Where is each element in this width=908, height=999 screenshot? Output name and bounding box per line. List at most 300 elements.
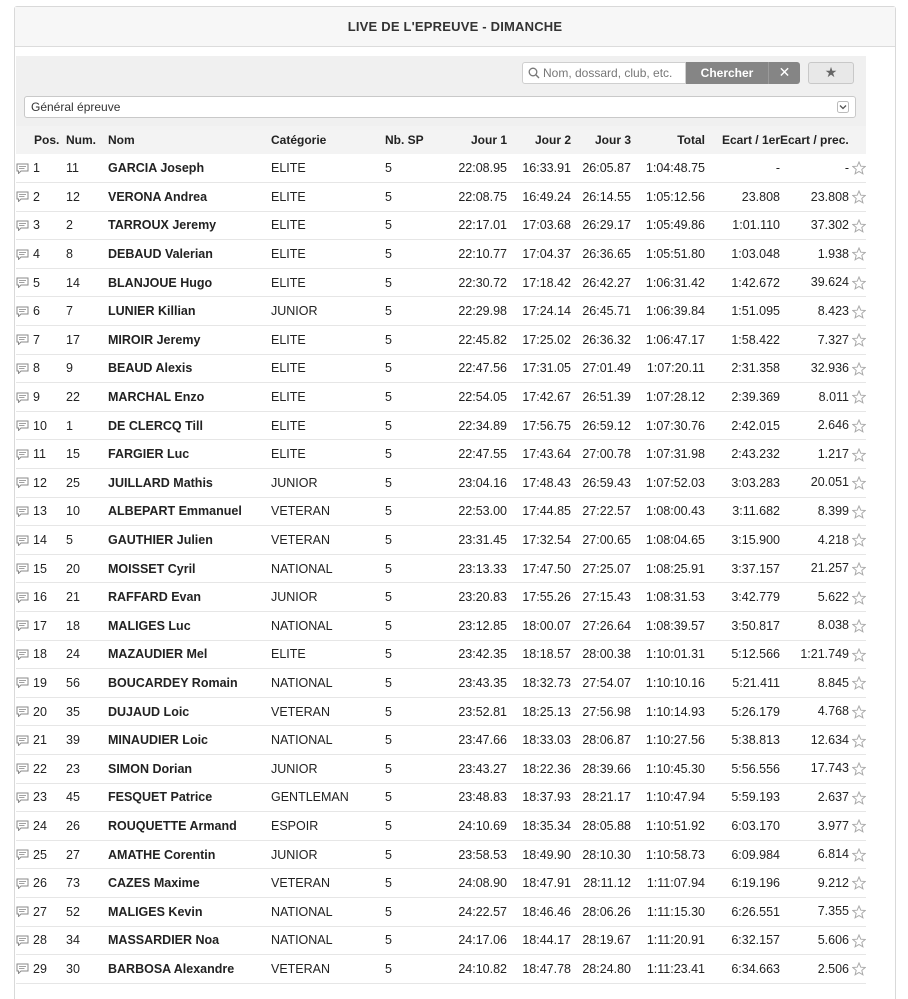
gap-prev: 5.606 — [817, 932, 849, 947]
rider-name[interactable]: MALIGES Luc — [108, 618, 191, 633]
day1-time: 22:30.72 — [458, 275, 507, 290]
gap-first: 1:03.048 — [731, 247, 780, 262]
total-time: 1:10:45.30 — [645, 761, 705, 776]
table-row[interactable] — [16, 897, 866, 926]
table-row[interactable] — [16, 354, 866, 383]
day1-time: 24:17.06 — [458, 933, 507, 948]
rider-name[interactable]: DEBAUD Valerian — [108, 247, 213, 262]
star-icon[interactable] — [852, 305, 866, 319]
special-count: 5 — [385, 418, 392, 433]
day3-time: 28:19.67 — [582, 933, 631, 948]
star-icon[interactable] — [852, 876, 866, 890]
rider-name[interactable]: AMATHE Corentin — [108, 847, 216, 862]
total-time: 1:06:47.17 — [645, 332, 705, 347]
rider-name[interactable]: ALBEPART Emmanuel — [108, 504, 242, 519]
position: 13 — [33, 504, 47, 519]
table-row[interactable] — [16, 554, 866, 583]
rider-name[interactable]: MASSARDIER Noa — [108, 933, 220, 948]
star-icon[interactable] — [852, 362, 866, 376]
table-row[interactable] — [16, 469, 866, 498]
gap-first: 3:50.817 — [731, 618, 780, 633]
total-time: 1:05:12.56 — [645, 189, 705, 204]
category: ELITE — [271, 161, 306, 176]
comment-icon[interactable] — [16, 935, 29, 946]
col-name[interactable]: Nom — [108, 133, 135, 147]
special-count: 5 — [385, 704, 392, 719]
col-category[interactable]: Catégorie — [271, 133, 327, 147]
star-icon[interactable] — [852, 276, 866, 290]
bib-number: 34 — [66, 933, 80, 948]
day1-time: 24:10.69 — [458, 818, 507, 833]
rider-name[interactable]: BEAUD Alexis — [108, 361, 193, 376]
day1-time: 23:31.45 — [458, 533, 507, 548]
comment-icon[interactable] — [16, 506, 29, 517]
comment-icon[interactable] — [16, 449, 29, 460]
gap-prev: 7.327 — [817, 332, 849, 347]
gap-prev: 17.743 — [810, 761, 849, 776]
day3-time: 28:00.38 — [582, 647, 631, 662]
total-time: 1:07:28.12 — [645, 390, 705, 405]
total-time: 1:08:04.65 — [645, 533, 705, 548]
search-button[interactable]: Chercher — [686, 62, 768, 84]
category: NATIONAL — [271, 733, 333, 748]
bib-number: 1 — [66, 418, 73, 433]
total-time: 1:05:51.80 — [645, 247, 705, 262]
table-row[interactable] — [16, 497, 866, 526]
table-row[interactable] — [16, 440, 866, 469]
day1-time: 23:48.83 — [458, 790, 507, 805]
gap-first: 5:21.411 — [732, 675, 780, 690]
comment-icon[interactable] — [16, 306, 29, 317]
day2-time: 18:37.93 — [522, 790, 571, 805]
table-row[interactable] — [16, 154, 866, 183]
rider-name[interactable]: MALIGES Kevin — [108, 904, 203, 919]
special-count: 5 — [385, 189, 392, 204]
category: VETERAN — [271, 504, 331, 519]
bib-number: 27 — [66, 847, 80, 862]
comment-icon[interactable] — [16, 677, 29, 688]
total-time: 1:10:47.94 — [645, 790, 705, 805]
gap-prev: 5.622 — [817, 589, 849, 604]
table-row[interactable] — [16, 211, 866, 240]
table-row[interactable] — [16, 754, 866, 783]
comment-icon[interactable] — [16, 477, 29, 488]
day2-time: 17:25.02 — [522, 332, 571, 347]
table-row[interactable] — [16, 869, 866, 898]
category: GENTLEMAN — [271, 790, 349, 805]
rider-name[interactable]: ROUQUETTE Armand — [108, 818, 237, 833]
position: 1 — [33, 161, 40, 176]
table-row[interactable] — [16, 840, 866, 869]
total-time: 1:08:00.43 — [645, 504, 705, 519]
comment-icon[interactable] — [16, 906, 29, 917]
day3-time: 26:42.27 — [582, 275, 631, 290]
star-icon[interactable] — [852, 819, 866, 833]
rider-name[interactable]: BOUCARDEY Romain — [108, 675, 238, 690]
day2-time: 17:04.37 — [522, 247, 571, 262]
category: NATIONAL — [271, 933, 333, 948]
gap-first: 6:03.170 — [731, 818, 780, 833]
star-icon[interactable] — [852, 934, 866, 948]
day1-time: 23:47.66 — [458, 733, 507, 748]
day3-time: 27:00.78 — [582, 447, 631, 462]
col-gap-first[interactable]: Ecart / 1er — [721, 133, 780, 147]
position: 7 — [33, 332, 40, 347]
ranking-select[interactable] — [24, 96, 856, 118]
gap-prev: 1:21.749 — [800, 647, 849, 662]
star-icon[interactable] — [852, 505, 866, 519]
comment-icon[interactable] — [16, 592, 29, 603]
position: 25 — [33, 847, 47, 862]
total-time: 1:06:31.42 — [645, 275, 705, 290]
table-row[interactable] — [16, 955, 866, 984]
day2-time: 17:55.26 — [522, 590, 571, 605]
gap-prev: 23.808 — [810, 189, 849, 204]
bib-number: 21 — [66, 590, 80, 605]
comment-icon[interactable] — [16, 563, 29, 574]
special-count: 5 — [385, 818, 392, 833]
rider-name[interactable]: MOISSET Cyril — [108, 561, 196, 576]
star-icon[interactable] — [852, 676, 866, 690]
table-row[interactable] — [16, 926, 866, 955]
category: JUNIOR — [271, 847, 318, 862]
star-icon[interactable] — [852, 190, 866, 204]
comment-icon[interactable] — [16, 963, 29, 974]
star-icon[interactable] — [852, 648, 866, 662]
table-row[interactable] — [16, 526, 866, 555]
rider-name[interactable]: TARROUX Jeremy — [108, 218, 217, 233]
gap-prev: 8.038 — [817, 618, 849, 633]
gap-prev: 2.637 — [817, 790, 849, 804]
rider-name[interactable]: VERONA Andrea — [108, 189, 208, 204]
day3-time: 28:11.12 — [583, 876, 631, 891]
comment-icon[interactable] — [16, 706, 29, 717]
col-total[interactable]: Total — [677, 133, 705, 147]
rider-name[interactable]: MAZAUDIER Mel — [108, 647, 208, 662]
table-row[interactable] — [16, 383, 866, 412]
star-icon[interactable] — [852, 419, 866, 433]
position: 22 — [33, 761, 47, 776]
day2-time: 17:44.85 — [522, 504, 571, 519]
category: ELITE — [271, 418, 306, 433]
gap-prev: 1.217 — [817, 446, 849, 461]
comment-icon[interactable] — [16, 277, 29, 288]
comment-icon[interactable] — [16, 220, 29, 231]
gap-first: 2:31.358 — [731, 361, 780, 376]
position: 12 — [33, 475, 47, 490]
position: 23 — [33, 790, 47, 805]
table-row[interactable] — [16, 783, 866, 812]
day2-time: 18:44.17 — [522, 933, 571, 948]
category: ELITE — [271, 189, 306, 204]
chevron-down-icon — [837, 101, 849, 113]
col-day2[interactable]: Jour 2 — [534, 133, 571, 147]
clear-search-button[interactable]: ✕ — [768, 62, 800, 84]
star-icon[interactable] — [852, 390, 866, 404]
category: NATIONAL — [271, 675, 333, 690]
table-row[interactable] — [16, 726, 866, 755]
bib-number: 56 — [66, 675, 80, 690]
table-row[interactable] — [16, 640, 866, 669]
table-row[interactable] — [16, 326, 866, 355]
filter-row — [16, 90, 866, 126]
day2-time: 18:49.90 — [522, 847, 571, 862]
category: JUNIOR — [271, 761, 318, 776]
gap-prev: 8.423 — [817, 303, 849, 318]
star-icon[interactable] — [852, 333, 866, 347]
day3-time: 27:56.98 — [582, 704, 631, 719]
gap-prev: 7.355 — [817, 904, 849, 919]
rider-name[interactable]: MARCHAL Enzo — [108, 390, 205, 405]
day1-time: 23:43.35 — [458, 675, 507, 690]
category: ELITE — [271, 247, 306, 262]
gap-first: 23.808 — [741, 189, 780, 204]
gap-first: 3:42.779 — [731, 590, 780, 605]
day1-time: 23:20.83 — [458, 590, 507, 605]
rider-name[interactable]: MIROIR Jeremy — [108, 332, 201, 347]
search-toolbar — [16, 56, 866, 90]
table-row[interactable] — [16, 411, 866, 440]
day3-time: 26:45.71 — [582, 304, 631, 319]
category: NATIONAL — [271, 904, 333, 919]
star-icon[interactable] — [852, 762, 866, 776]
col-pos[interactable]: Pos. — [34, 133, 60, 147]
special-count: 5 — [385, 304, 392, 319]
day2-time: 18:35.34 — [522, 818, 571, 833]
category: JUNIOR — [271, 475, 318, 490]
rider-name[interactable]: GARCIA Joseph — [108, 161, 205, 176]
bib-number: 23 — [66, 761, 80, 776]
rider-name[interactable]: GAUTHIER Julien — [108, 533, 213, 548]
day3-time: 26:05.87 — [582, 161, 631, 176]
day1-time: 22:45.82 — [458, 332, 507, 347]
special-count: 5 — [385, 561, 392, 576]
comment-icon[interactable] — [16, 878, 29, 889]
position: 19 — [33, 675, 47, 690]
table-row[interactable] — [16, 612, 866, 641]
day1-time: 23:12.85 — [458, 618, 507, 633]
special-count: 5 — [385, 475, 392, 490]
day1-time: 22:17.01 — [458, 218, 507, 233]
gap-first: 6:19.196 — [731, 876, 780, 891]
results-table — [16, 126, 866, 984]
rider-name[interactable]: DUJAUD Loic — [108, 704, 190, 719]
comment-icon[interactable] — [16, 620, 29, 631]
special-count: 5 — [385, 647, 392, 662]
table-row[interactable] — [16, 297, 866, 326]
comment-icon[interactable] — [16, 191, 29, 202]
star-icon[interactable] — [852, 219, 866, 233]
star-icon[interactable] — [852, 619, 866, 633]
gap-first: 3:15.900 — [731, 533, 780, 548]
comment-icon[interactable] — [16, 820, 29, 831]
category: ELITE — [271, 647, 306, 662]
total-time: 1:07:20.11 — [646, 361, 705, 376]
col-day1[interactable]: Jour 1 — [470, 133, 507, 147]
day2-time: 17:03.68 — [522, 218, 571, 233]
special-count: 5 — [385, 533, 392, 548]
gap-prev: 4.768 — [817, 704, 849, 719]
rider-name[interactable]: FARGIER Luc — [108, 447, 190, 462]
star-icon[interactable] — [852, 734, 866, 748]
special-count: 5 — [385, 247, 392, 262]
gap-prev: 37.302 — [810, 218, 849, 233]
special-count: 5 — [385, 390, 392, 405]
gap-prev: 9.212 — [817, 875, 849, 890]
star-icon[interactable] — [852, 705, 866, 719]
comment-icon[interactable] — [16, 735, 29, 746]
table-row[interactable] — [16, 240, 866, 269]
total-time: 1:04:48.75 — [645, 161, 705, 176]
special-count: 5 — [385, 733, 392, 748]
special-count: 5 — [385, 904, 392, 919]
category: ELITE — [271, 390, 306, 405]
day3-time: 27:15.43 — [582, 590, 631, 605]
day2-time: 17:48.43 — [522, 475, 571, 490]
category: ELITE — [271, 218, 306, 233]
special-count: 5 — [385, 590, 392, 605]
total-time: 1:10:58.73 — [645, 847, 705, 862]
total-time: 1:07:30.76 — [645, 418, 705, 433]
total-time: 1:10:01.31 — [645, 647, 705, 662]
day1-time: 22:47.56 — [458, 361, 507, 376]
position: 16 — [33, 590, 47, 605]
position: 11 — [33, 447, 46, 462]
category: VETERAN — [271, 704, 331, 719]
day1-time: 24:10.82 — [458, 961, 507, 976]
day3-time: 26:14.55 — [582, 189, 631, 204]
day3-time: 26:29.17 — [582, 218, 631, 233]
special-count: 5 — [385, 161, 392, 176]
search-input[interactable] — [543, 66, 683, 80]
gap-prev: - — [844, 160, 849, 175]
day3-time: 26:36.32 — [582, 332, 631, 347]
day1-time: 23:42.35 — [458, 647, 507, 662]
total-time: 1:07:52.03 — [645, 475, 705, 490]
table-row[interactable] — [16, 669, 866, 698]
bib-number: 20 — [66, 561, 80, 576]
day1-time: 22:54.05 — [458, 390, 507, 405]
total-time: 1:11:07.94 — [646, 876, 705, 891]
rider-name[interactable]: SIMON Dorian — [108, 761, 193, 776]
category: JUNIOR — [271, 304, 318, 319]
category: VETERAN — [271, 533, 331, 548]
star-icon[interactable] — [852, 533, 866, 547]
rider-name[interactable]: RAFFARD Evan — [108, 590, 202, 605]
comment-icon[interactable] — [16, 334, 29, 345]
star-icon[interactable] — [852, 562, 866, 576]
day3-time: 28:10.30 — [582, 847, 631, 862]
col-num[interactable]: Num. — [66, 133, 96, 147]
gap-first: 1:01.110 — [732, 218, 780, 233]
comment-icon[interactable] — [16, 420, 29, 431]
col-sp[interactable]: Nb. SP — [385, 133, 424, 147]
star-icon[interactable] — [852, 848, 866, 862]
rider-name[interactable]: FESQUET Patrice — [108, 790, 213, 805]
bib-number: 25 — [66, 475, 80, 490]
comment-icon[interactable] — [16, 249, 29, 260]
day1-time: 22:53.00 — [458, 504, 507, 519]
day3-time: 28:24.80 — [582, 961, 631, 976]
day3-time: 26:59.43 — [582, 475, 631, 490]
day2-time: 18:22.36 — [522, 761, 571, 776]
star-icon[interactable] — [852, 962, 866, 976]
rider-name[interactable]: LUNIER Killian — [108, 304, 196, 319]
rider-name[interactable]: JUILLARD Mathis — [108, 475, 213, 490]
day3-time: 26:51.39 — [582, 390, 631, 405]
table-row[interactable] — [16, 812, 866, 841]
gap-first: 1:51.095 — [731, 304, 780, 319]
day1-time: 22:08.95 — [458, 161, 507, 176]
day2-time: 17:18.42 — [522, 275, 571, 290]
search-box[interactable] — [522, 62, 686, 84]
total-time: 1:08:25.91 — [645, 561, 705, 576]
comment-icon[interactable] — [16, 849, 29, 860]
comment-icon[interactable] — [16, 363, 29, 374]
day3-time: 28:06.87 — [582, 733, 631, 748]
position: 20 — [33, 704, 47, 719]
star-icon[interactable] — [852, 791, 866, 805]
star-icon[interactable] — [852, 448, 866, 462]
day2-time: 17:43.64 — [522, 447, 571, 462]
total-time: 1:08:39.57 — [645, 618, 705, 633]
star-icon[interactable] — [852, 161, 866, 175]
rider-name[interactable]: CAZES Maxime — [108, 876, 200, 891]
gap-first: 2:39.369 — [731, 390, 780, 405]
position: 28 — [33, 933, 47, 948]
bib-number: 52 — [66, 904, 80, 919]
table-row[interactable] — [16, 697, 866, 726]
col-gap-prev[interactable]: Ecart / prec. — [780, 133, 849, 147]
table-row[interactable] — [16, 183, 866, 212]
comment-icon[interactable] — [16, 535, 29, 546]
comment-icon[interactable] — [16, 649, 29, 660]
day1-time: 24:22.57 — [458, 904, 507, 919]
bib-number: 30 — [66, 961, 80, 976]
gap-prev: 20.051 — [810, 475, 849, 490]
gap-prev: 6.814 — [817, 847, 849, 862]
position: 10 — [33, 418, 47, 433]
comment-icon[interactable] — [16, 392, 29, 403]
gap-first: 2:43.232 — [731, 447, 780, 462]
position: 4 — [33, 247, 40, 262]
star-icon[interactable] — [852, 591, 866, 605]
star-icon[interactable] — [852, 247, 866, 261]
rider-name[interactable]: DE CLERCQ Till — [108, 418, 203, 433]
star-icon[interactable] — [852, 476, 866, 490]
comment-icon[interactable] — [16, 163, 29, 174]
table-row[interactable] — [16, 268, 866, 297]
special-count: 5 — [385, 876, 392, 891]
gap-first: 3:37.157 — [731, 561, 780, 576]
rider-name[interactable]: BLANJOUE Hugo — [108, 275, 213, 290]
rider-name[interactable]: MINAUDIER Loic — [108, 733, 208, 748]
gap-first: 1:58.422 — [731, 332, 780, 347]
position: 27 — [33, 904, 47, 919]
bib-number: 18 — [66, 618, 80, 633]
col-day3[interactable]: Jour 3 — [594, 133, 631, 147]
day2-time: 18:18.57 — [522, 647, 571, 662]
day2-time: 17:32.54 — [522, 533, 571, 548]
comment-icon[interactable] — [16, 792, 29, 803]
rider-name[interactable]: BARBOSA Alexandre — [108, 961, 235, 976]
favorites-button[interactable]: ★ — [808, 62, 854, 84]
table-row[interactable] — [16, 583, 866, 612]
day1-time: 22:29.98 — [458, 304, 507, 319]
total-time: 1:11:23.41 — [646, 961, 705, 976]
comment-icon[interactable] — [16, 763, 29, 774]
star-icon[interactable] — [852, 905, 866, 919]
